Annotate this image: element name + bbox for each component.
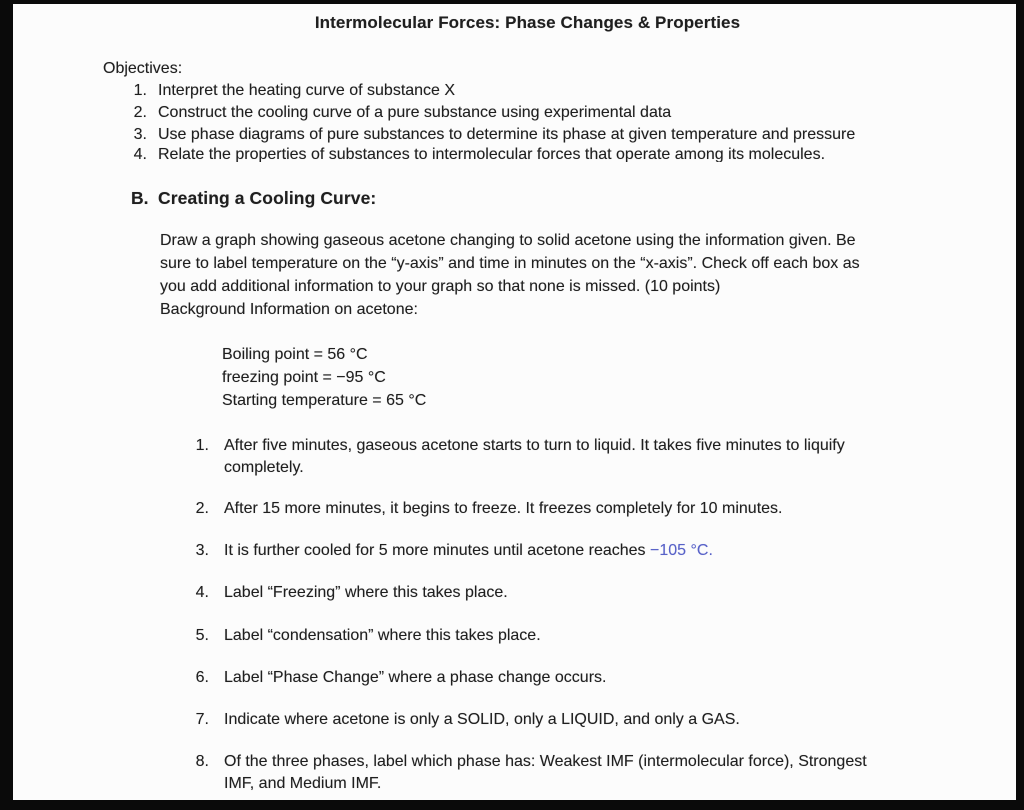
section-b-heading: Creating a Cooling Curve: [158, 188, 377, 208]
step-text: IMF, and Medium IMF. [224, 775, 382, 792]
step-text: Label “Phase Change” where a phase change occurs. [224, 669, 607, 686]
step-text: Label “Freezing” where this takes place. [224, 584, 508, 601]
step-text-plain: It is further cooled for 5 more minutes until acetone reaches [224, 542, 650, 559]
step-number: 1. [195, 437, 209, 454]
step-number: 5. [195, 627, 209, 644]
step-number: 4. [195, 584, 209, 601]
step-text-highlight-temperature: −105 °C. [650, 542, 713, 559]
step-number: 6. [195, 669, 209, 686]
step-text: After five minutes, gaseous acetone starts to turn to liquid. It takes five minutes to liquify [224, 437, 845, 454]
objectives-label: Objectives: [103, 60, 183, 77]
objective-number: 4. [133, 146, 147, 162]
background-info-line: Starting temperature = 65 °C [222, 392, 427, 409]
background-info-label: Background Information on acetone: [160, 301, 418, 318]
step-number: 2. [195, 500, 209, 517]
page-title: Intermolecular Forces: Phase Changes & Properties [314, 13, 741, 32]
objective-item: Use phase diagrams of pure substances to determine its phase at given temperature and pressure [158, 126, 856, 143]
objective-number: 2. [133, 104, 147, 121]
step-number: 3. [195, 542, 209, 559]
background-info-line: freezing point = −95 °C [222, 369, 386, 386]
intro-line: sure to label temperature on the “y-axis” and time in minutes on the “x-axis”. Check off each box as [160, 255, 860, 272]
step-text: Indicate where acetone is only a SOLID, only a LIQUID, and only a GAS. [224, 711, 740, 728]
step-text: Label “condensation” where this takes place. [224, 627, 541, 644]
objective-number: 3. [133, 126, 147, 143]
intro-line: Draw a graph showing gaseous acetone changing to solid acetone using the information given. Be [160, 232, 856, 249]
background-info-line: Boiling point = 56 °C [222, 346, 368, 363]
objective-number: 1. [133, 82, 147, 99]
objective-item: Interpret the heating curve of substance X [158, 82, 456, 99]
step-number: 7. [195, 711, 209, 728]
intro-line: you add additional information to your graph so that none is missed. (10 points) [160, 278, 721, 295]
step-number: 8. [195, 753, 209, 770]
section-b-number: B. [131, 188, 149, 208]
step-text [224, 542, 713, 560]
objective-item-clipped: Relate the properties of substances to intermolecular forces that operate among its molecules. [158, 146, 826, 162]
step-text: completely. [224, 459, 304, 476]
step-text: After 15 more minutes, it begins to freeze. It freezes completely for 10 minutes. [224, 500, 783, 517]
step-text: Of the three phases, label which phase has: Weakest IMF (intermolecular force), Strongest [224, 753, 867, 770]
objective-item: Construct the cooling curve of a pure substance using experimental data [158, 104, 672, 121]
